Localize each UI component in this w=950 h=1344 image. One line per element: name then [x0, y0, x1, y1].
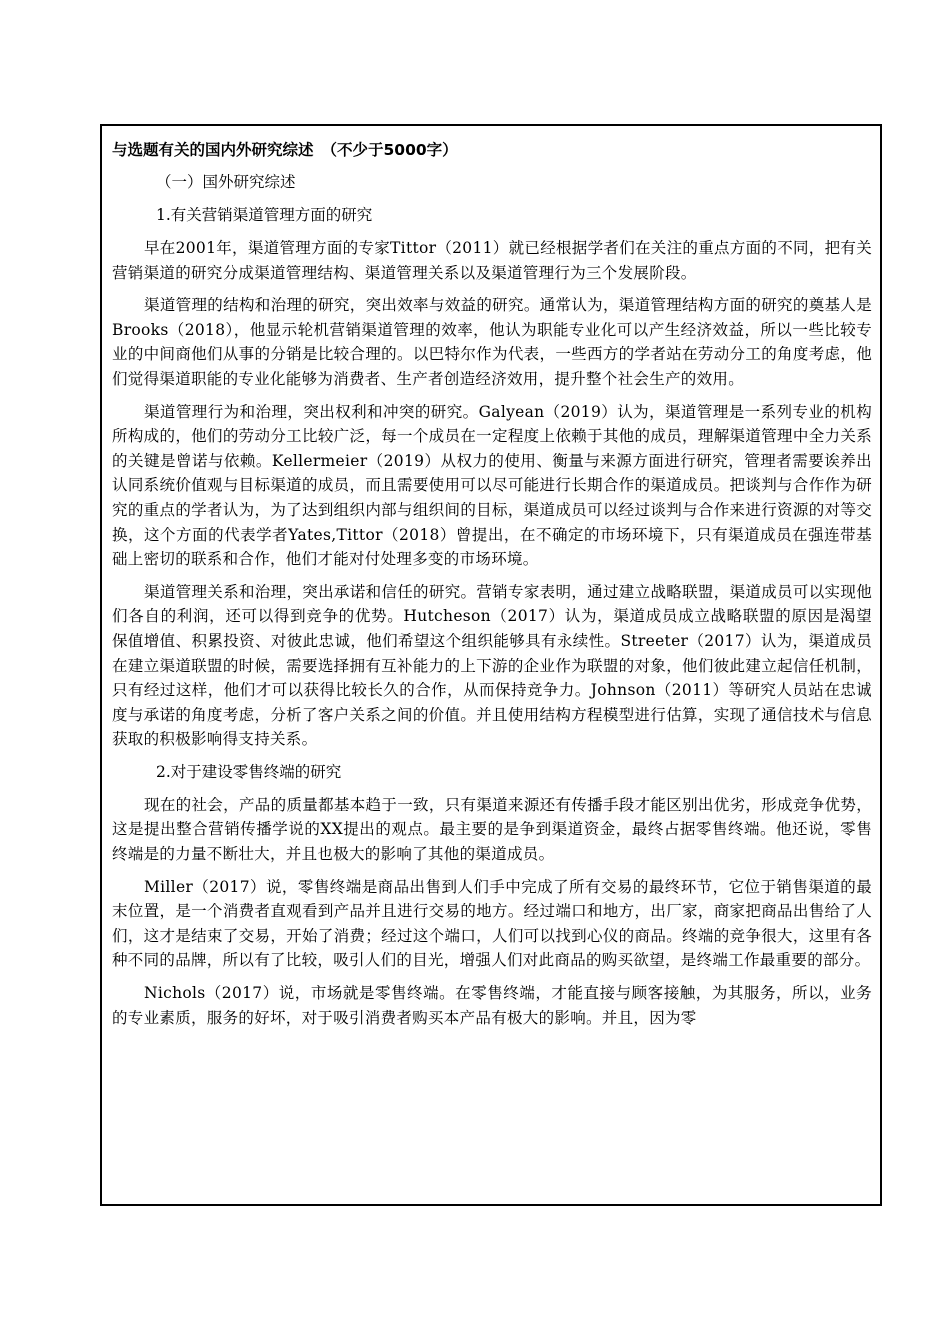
topic-2-paragraph-1: 现在的社会，产品的质量都基本趋于一致，只有渠道来源还有传播手段才能区别出优劣，形成竞争优势，这是提出整合营销传播学说的XX提出的观点。最主要的是争到渠道资金，最终占据零售终端。他还说，零售终端是的力量不断壮大，并且也极大的影响了其他的渠道成员。: [112, 795, 872, 864]
topic-2-paragraph-3: Nichols（2017）说，市场就是零售终端。在零售终端，才能直接与顾客接触，为其服务，所以，业务的专业素质，服务的好坏，对于吸引消费者购买本产品有极大的影响。并且，因为零: [112, 984, 872, 1027]
foreign-research-subheading: （一）国外研究综述: [156, 173, 296, 191]
review-section-box: [100, 124, 882, 1206]
topic-1-paragraph-1: 早在2001年，渠道管理方面的专家Tittor（2011）就已经根据学者们在关注的重点方面的不同，把有关营销渠道的研究分成渠道管理结构、渠道管理关系以及渠道管理行为三个发展阶段。: [112, 239, 872, 282]
section-heading-note: （不少于5000字）: [321, 141, 458, 159]
topic-1-paragraph-2: 渠道管理的结构和治理的研究，突出效率与效益的研究。通常认为，渠道管理结构方面的研究的奠基人是Brooks（2018），他显示轮机营销渠道管理的效率，他认为职能专业化可以产生经济效益，所以一些比较专业的中间商他们从事的分销是比较合理的。以巴特尔作为代表，一些西方的学者站在劳动分工的角度考虑，他们觉得渠道职能的专业化能够为消费者、生产者创造经济效用，提升整个社会生产的效用。: [112, 296, 872, 388]
topic-2-title: 2.对于建设零售终端的研究: [156, 762, 342, 781]
topic-1-title: 1.有关营销渠道管理方面的研究: [156, 206, 373, 224]
topic-2-paragraph-2: Miller（2017）说，零售终端是商品出售到人们手中完成了所有交易的最终环节，它位于销售渠道的最末位置，是一个消费者直观看到产品并且进行交易的地方。经过端口和地方，出厂家，商家把商品出售给了人们，这才是结束了交易，开始了消费；经过这个端口，人们可以找到心仪的商品。终端的竞争很大，这里有各种不同的品牌，所以有了比较，吸引人们的目光，增强人们对此商品的购买欲望，是终端工作最重要的部分。: [112, 877, 872, 970]
topic-1-paragraph-4: 渠道管理关系和治理，突出承诺和信任的研究。营销专家表明，通过建立战略联盟，渠道成员可以实现他们各自的利润，还可以得到竞争的优势。Hutcheson（2017）认为，渠道成员成立战略联盟的原因是渴望保值增值、积累投资、对彼此忠诚，他们希望这个组织能够具有永续性。Streeter（2017）认为，渠道成员在建立渠道联盟的时候，需要选择拥有互补能力的上下游的企业作为联盟的对象，他们彼此建立起信任机制，只有经过这样，他们才可以获得比较长久的合作，从而保持竞争力。Johnson（2011）等研究人员站在忠诚度与承诺的角度考虑，分析了客户关系之间的价值。并且使用结构方程模型进行估算，实现了通信技术与信息获取的积极影响得支持关系。: [112, 582, 872, 749]
section-heading-text: 与选题有关的国内外研究综述: [112, 141, 314, 159]
topic-1-paragraph-3: 渠道管理行为和治理，突出权利和冲突的研究。Galyean（2019）认为，渠道管理是一系列专业的机构所构成的，他们的劳动分工比较广泛，每一个成员在一定程度上依赖于其他的成员，理解渠道管理中全力关系的关键是曾诺与依赖。Kellermeier（2019）从权力的使用、衡量与来源方面进行研究，管理者需要诶养出认同系统价值观与目标渠道的成员，而且需要使用可以尽可能进行长期合作的渠道成员。把谈判与合作作为研究的重点的学者认为，为了达到组织内部与组织间的目标，渠道成员可以经过谈判与合作来进行资源的对等交换，这个方面的代表学者Yates,Tittor（2018）曾提出，在不确定的市场环境下，只有渠道成员在强连带基础上密切的联系和合作，他们才能对付处理多变的市场环境。: [112, 402, 872, 569]
section-heading: [112, 138, 872, 162]
